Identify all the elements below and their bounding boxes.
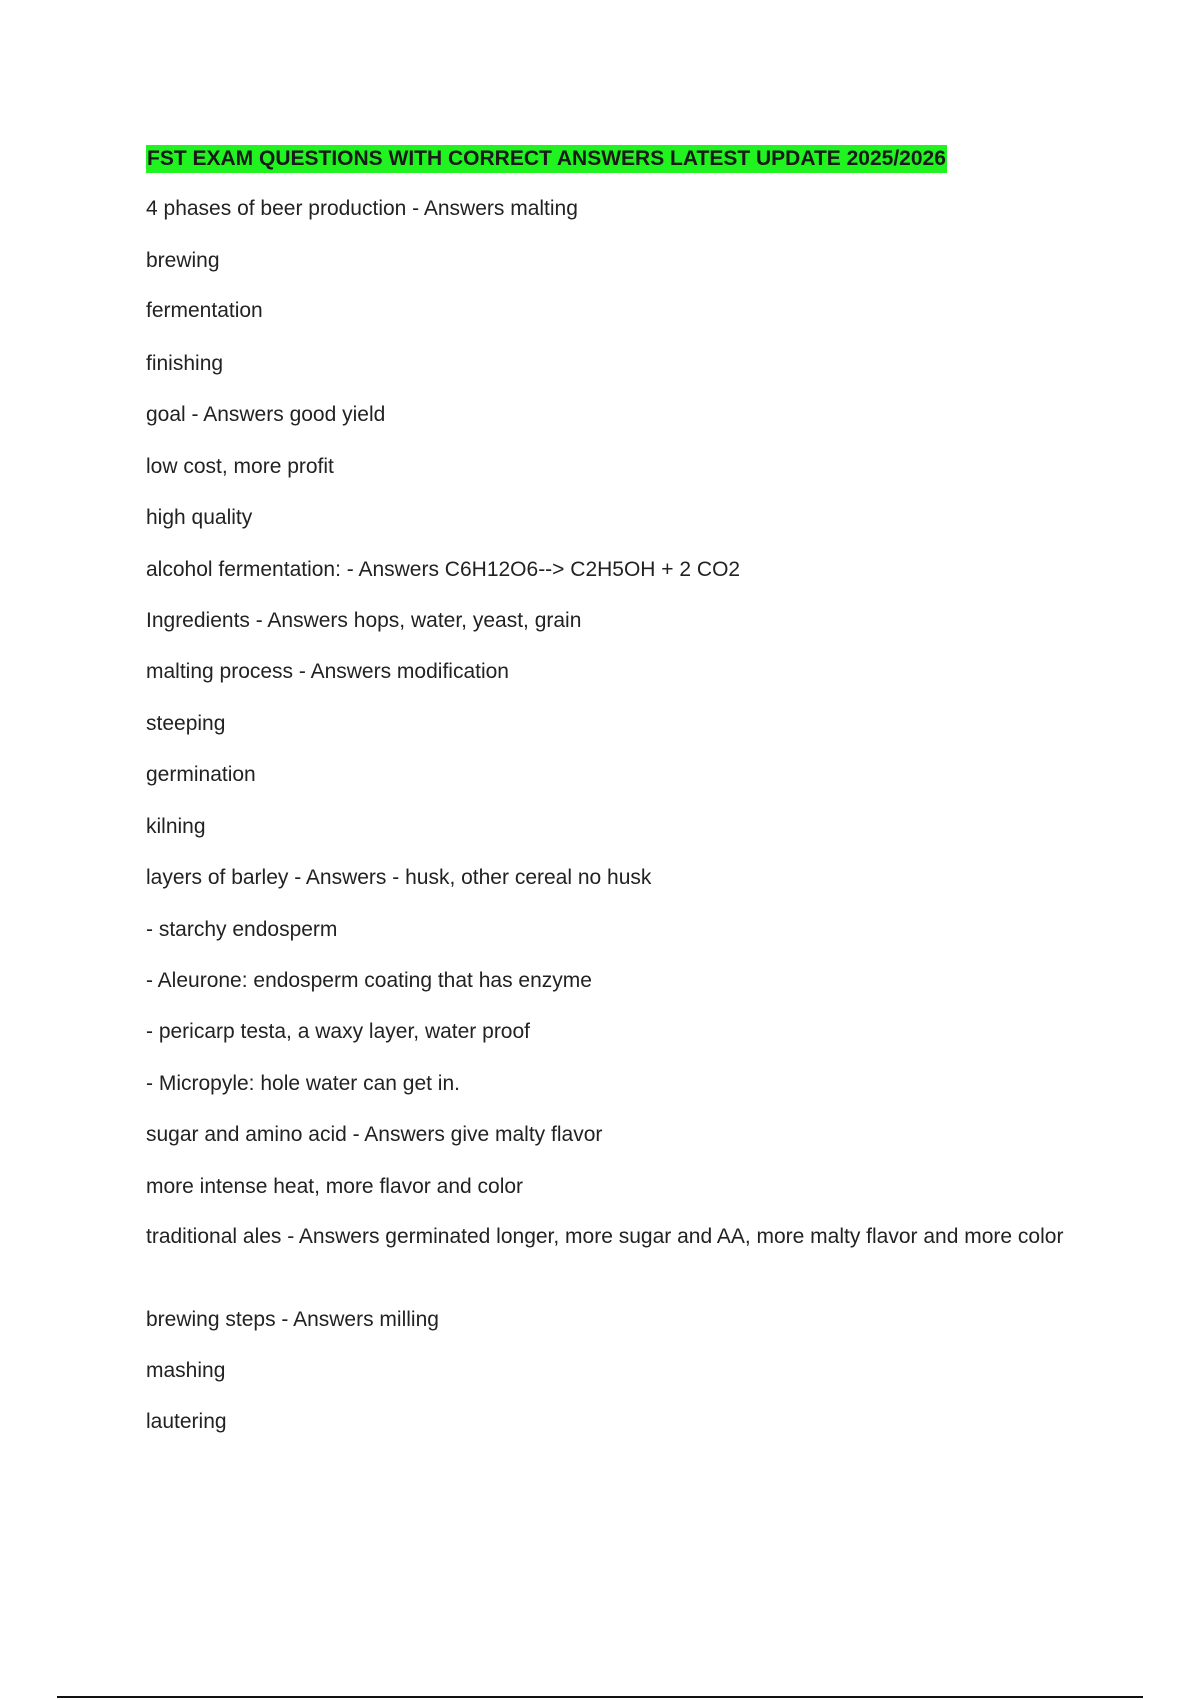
document-title: FST EXAM QUESTIONS WITH CORRECT ANSWERS LATEST UPDATE 2025/2026: [146, 145, 947, 173]
text-line: alcohol fermentation: - Answers C6H12O6--> C2H5OH + 2 CO2: [146, 558, 741, 581]
title-block: [146, 145, 947, 173]
text-line: layers of barley - Answers - husk, other cereal no husk: [146, 866, 652, 889]
text-line: - Micropyle: hole water can get in.: [146, 1072, 460, 1095]
text-line: lautering: [146, 1410, 227, 1433]
text-line: sugar and amino acid - Answers give malty flavor: [146, 1123, 603, 1146]
text-line: malting process - Answers modification: [146, 660, 509, 683]
text-line: traditional ales - Answers germinated longer, more sugar and AA, more malty flavor and more color: [146, 1225, 1064, 1248]
text-line: steeping: [146, 712, 226, 735]
text-line: kilning: [146, 815, 206, 838]
text-line: brewing: [146, 249, 220, 272]
text-line: low cost, more profit: [146, 455, 334, 478]
text-line: 4 phases of beer production - Answers malting: [146, 197, 578, 220]
text-line: finishing: [146, 352, 224, 375]
page-bottom-rule: [57, 1696, 1143, 1698]
text-line: - Aleurone: endosperm coating that has enzyme: [146, 969, 592, 992]
text-line: germination: [146, 763, 256, 786]
text-line: Ingredients - Answers hops, water, yeast, grain: [146, 609, 582, 632]
text-line: - pericarp testa, a waxy layer, water proof: [146, 1020, 530, 1043]
text-line: high quality: [146, 506, 253, 529]
text-line: fermentation: [146, 299, 263, 322]
text-line: more intense heat, more flavor and color: [146, 1175, 524, 1198]
text-line: goal - Answers good yield: [146, 403, 386, 426]
text-line: brewing steps - Answers milling: [146, 1308, 439, 1331]
text-line: - starchy endosperm: [146, 918, 338, 941]
text-line: mashing: [146, 1359, 226, 1382]
